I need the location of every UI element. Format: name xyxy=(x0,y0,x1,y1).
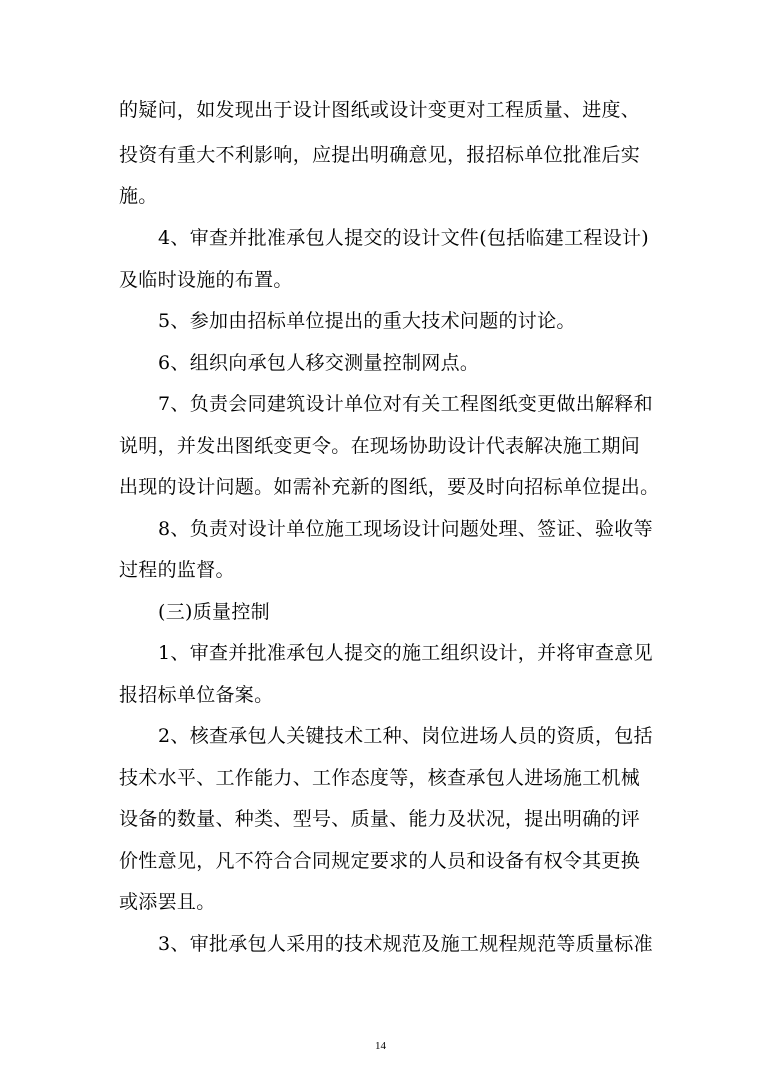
text-line: 8、负责对设计单位施工现场设计问题处理、签证、验收等 xyxy=(158,518,653,540)
text-line: 说明，并发出图纸变更令。在现场协助设计代表解决施工期间 xyxy=(119,435,641,457)
page-number: 14 xyxy=(375,1040,386,1052)
text-line: 施。 xyxy=(119,185,158,207)
text-line: 3、审批承包人采用的技术规范及施工规程规范等质量标准 xyxy=(158,933,653,955)
text-line: 设备的数量、种类、型号、质量、能力及状况，提出明确的评 xyxy=(119,808,641,830)
text-line: 2、核查承包人关键技术工种、岗位进场人员的资质，包括 xyxy=(158,725,653,747)
section-heading: (三)质量控制 xyxy=(158,601,270,623)
text-line: 或添罢且。 xyxy=(119,891,216,913)
text-line: 的疑问，如发现出于设计图纸或设计变更对工程质量、进度、 xyxy=(119,99,641,121)
text-line: 技术水平、工作能力、工作态度等，核查承包人进场施工机械 xyxy=(119,767,641,789)
text-line: 投资有重大不利影响，应提出明确意见，报招标单位批准后实 xyxy=(119,144,641,166)
text-line: 报招标单位备案。 xyxy=(119,684,274,706)
text-line: 5、参加由招标单位提出的重大技术问题的讨论。 xyxy=(158,310,576,332)
text-line: 4、审查并批准承包人提交的设计文件(包括临建工程设计) xyxy=(158,227,650,249)
text-line: 1、审查并批准承包人提交的施工组织设计，并将审查意见 xyxy=(158,642,653,664)
text-line: 出现的设计问题。如需补充新的图纸，要及时向招标单位提出。 xyxy=(119,476,660,498)
text-line: 6、组织向承包人移交测量控制网点。 xyxy=(158,352,480,374)
text-line: 及临时设施的布置。 xyxy=(119,269,293,291)
text-line: 7、负责会同建筑设计单位对有关工程图纸变更做出解释和 xyxy=(158,393,653,415)
text-line: 过程的监督。 xyxy=(119,559,235,581)
text-line: 价性意见，凡不符合合同规定要求的人员和设备有权令其更换 xyxy=(119,850,641,872)
